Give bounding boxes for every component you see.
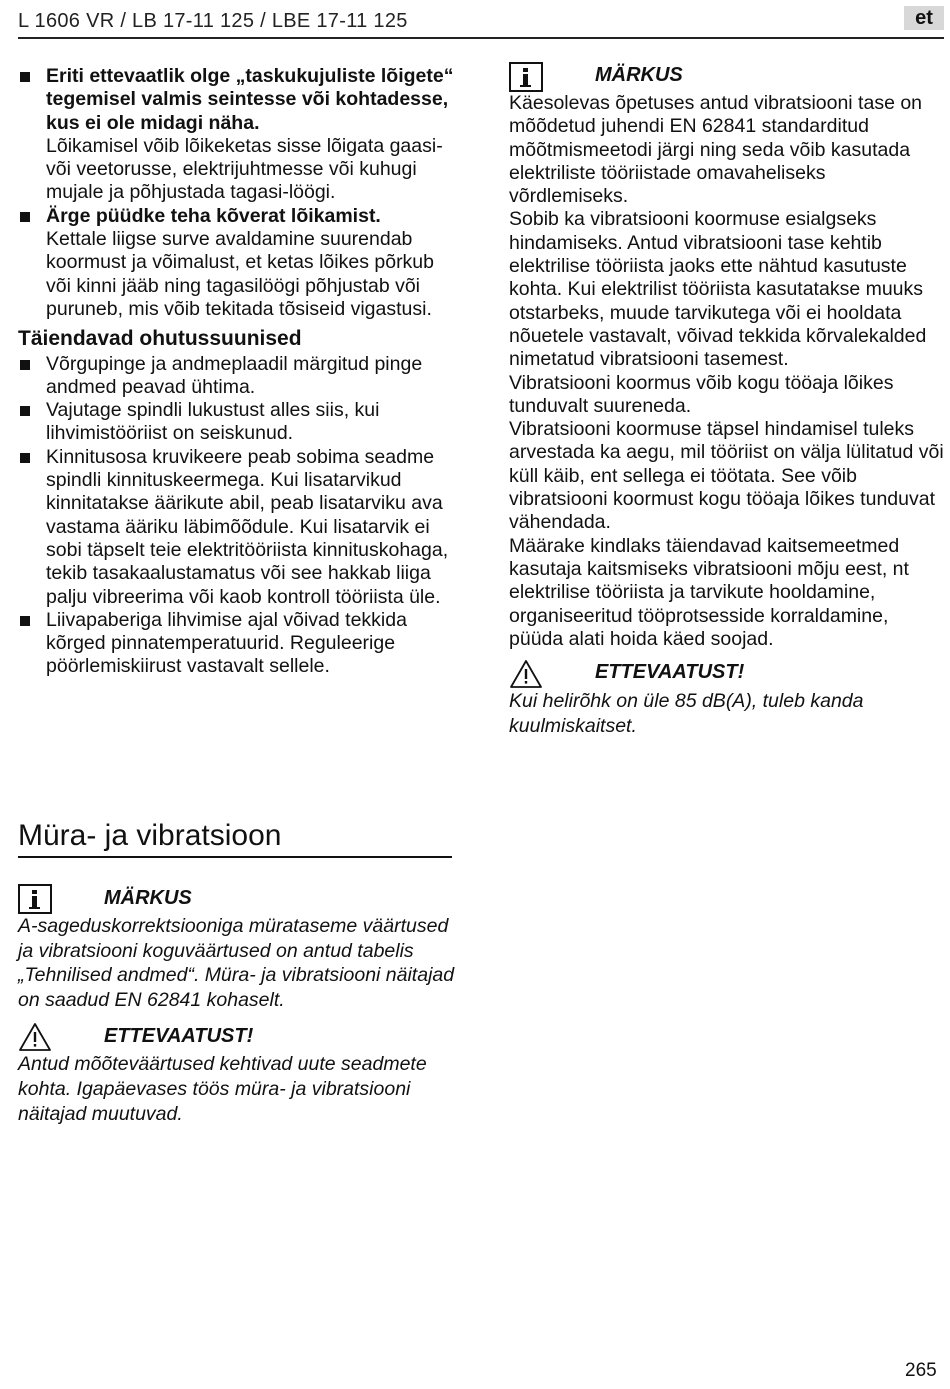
bullet-text: Võrgupinge ja andmeplaadil märgitud pinge andmed peavad ühtima. (46, 352, 423, 398)
warning-label: ETTEVAATUST! (104, 1025, 254, 1048)
warning-icon (509, 659, 543, 689)
bullet-text: Liivapaberiga lihvimise ajal võivad tekkida kõrged pinnatemperatuurid. Reguleerige pöörlemiskiirust vastavalt sellele. (46, 608, 407, 678)
warning-label: ETTEVAATUST! (595, 661, 745, 684)
safety-bullet-spindle-lock (18, 399, 458, 446)
bullet-square-icon (20, 616, 30, 626)
safety-bullet-voltage (18, 353, 458, 400)
bullet-square-icon (20, 212, 30, 222)
bullet-square-icon (20, 406, 30, 416)
note-paragraph: Vibratsiooni koormus võib kogu tööaja lõikes tunduvalt suureneda. (509, 371, 894, 417)
warning-text: Kui helirõhk on üle 85 dB(A), tuleb kanda kuulmiskaitset. (509, 690, 864, 737)
bullet-text: Vajutage spindli lukustust alles siis, kui lihvimistööriist on seiskunud. (46, 399, 380, 445)
right-column (509, 62, 945, 738)
bullet-square-icon (20, 453, 30, 463)
info-icon (509, 62, 543, 92)
subheading-additional-safety: Täiendavad ohutussuunised (18, 327, 302, 351)
note-header (509, 62, 945, 92)
bullet-text: Lõikamisel võib lõikeketas sisse lõigata gaasi- või veetorusse, elektrijuhtmesse või kuhugi mujale ja põhjustada tagasi-löögi. (46, 134, 443, 204)
bullet-square-icon (20, 360, 30, 370)
bullet-text: Kettale liigse surve avaldamine suurendab koormust ja võimalust, et ketas lõikes põrkub või kinni jääb ning tagasilöögi põhjustab või puruneb, mis võib tekitada tõsiseid vigastusi. (46, 228, 435, 320)
bullet-text: Kinnitusosa kruvikeere peab sobima seadme spindli kinnituskeermega. Kui lisatarvikud kinnitatakse äärikute abil, peab lisatarviku ava vastama ääriku läbimõõdule. Kui lisatarvik ei sobi täpselt teie elektritööriista kinnituskohaga, tekib tasakaalustamatus või see hakkab liiga palju vibreerima või kaob kontroll tööriista üle. (46, 445, 449, 608)
left-column (18, 65, 458, 679)
bullet-square-icon (20, 72, 30, 82)
warning-icon (18, 1022, 52, 1052)
page-number: 265 (905, 1360, 937, 1381)
left-notices (18, 884, 458, 1126)
bullet-bold-text: Eriti ettevaatlik olge „taskukujuliste lõigete“ tegemisel valmis seintesse või kohtadesse, kus ei ole midagi näha. (46, 65, 454, 134)
note-header (18, 884, 458, 914)
bullet-bold-text: Ärge püüdke teha kõverat lõikamist. (46, 204, 381, 227)
warning-text: Antud mõõteväärtused kehtivad uute seadmete kohta. Igapäevases töös müra- ja vibratsiooni näitajad muutuvad. (18, 1053, 427, 1125)
header-divider (18, 37, 944, 39)
note-label: MÄRKUS (104, 887, 192, 909)
section-title-noise-vibration: Müra- ja vibratsioon (18, 818, 452, 858)
warning-header (509, 659, 945, 689)
note-text: A-sageduskorrektsiooniga mürataseme väärtused ja vibratsiooni koguväärtused on antud tabelis „Tehnilised andmed“. Müra- ja vibratsiooni näitajad on saadud EN 62841 kohaselt. (18, 915, 455, 1011)
note-paragraph: Sobib ka vibratsiooni koormuse esialgseks hindamiseks. Antud vibratsiooni tase kehtib elektrilise tööriista jaoks ette nähtud kasutuste kohta. Kui elektrilist tööriista kasutatakse muuks otstarbeks, muude tarvikutega või ei hooldata nõuetele vastavalt, võivad tekkida kõrvalekalded nimetatud vibratsiooni tasemest. (509, 208, 927, 371)
safety-bullet-sandpaper (18, 609, 458, 679)
safety-bullet-curved-cut (18, 205, 458, 321)
note-paragraph: Käesolevas õpetuses antud vibratsiooni tase on mõõdetud juhendi EN 62841 standarditud mõõtmismeetodi järgi ning seda võib kasutada elektriliste tööriistade omavaheliseks võrdlemiseks. (509, 92, 923, 208)
language-badge: et (904, 6, 944, 30)
warning-header (18, 1022, 458, 1052)
safety-bullet-thread (18, 446, 458, 609)
document-header-title: L 1606 VR / LB 17-11 125 / LBE 17-11 125 (18, 10, 408, 32)
note-paragraph: Vibratsiooni koormuse täpsel hindamisel tuleks arvestada ka aegu, mil tööriist on välja lülitatud või küll käib, ent sellega ei töötata. See võib vibratsiooni koormust kogu tööaja lõikes tunduvat vähendada. (509, 418, 944, 534)
note-label: MÄRKUS (595, 64, 683, 86)
note-paragraph: Määrake kindlaks täiendavad kaitsemeetmed kasutaja kaitsmiseks vibratsiooni mõju eest, nt elektrilise tööriista ja tarvikute hooldamine, organiseeritud tööprotsesside korraldamine, püüda alati hoida käed soojad. (509, 534, 909, 650)
info-icon (18, 884, 52, 914)
safety-bullet-pocket-cuts (18, 65, 458, 205)
